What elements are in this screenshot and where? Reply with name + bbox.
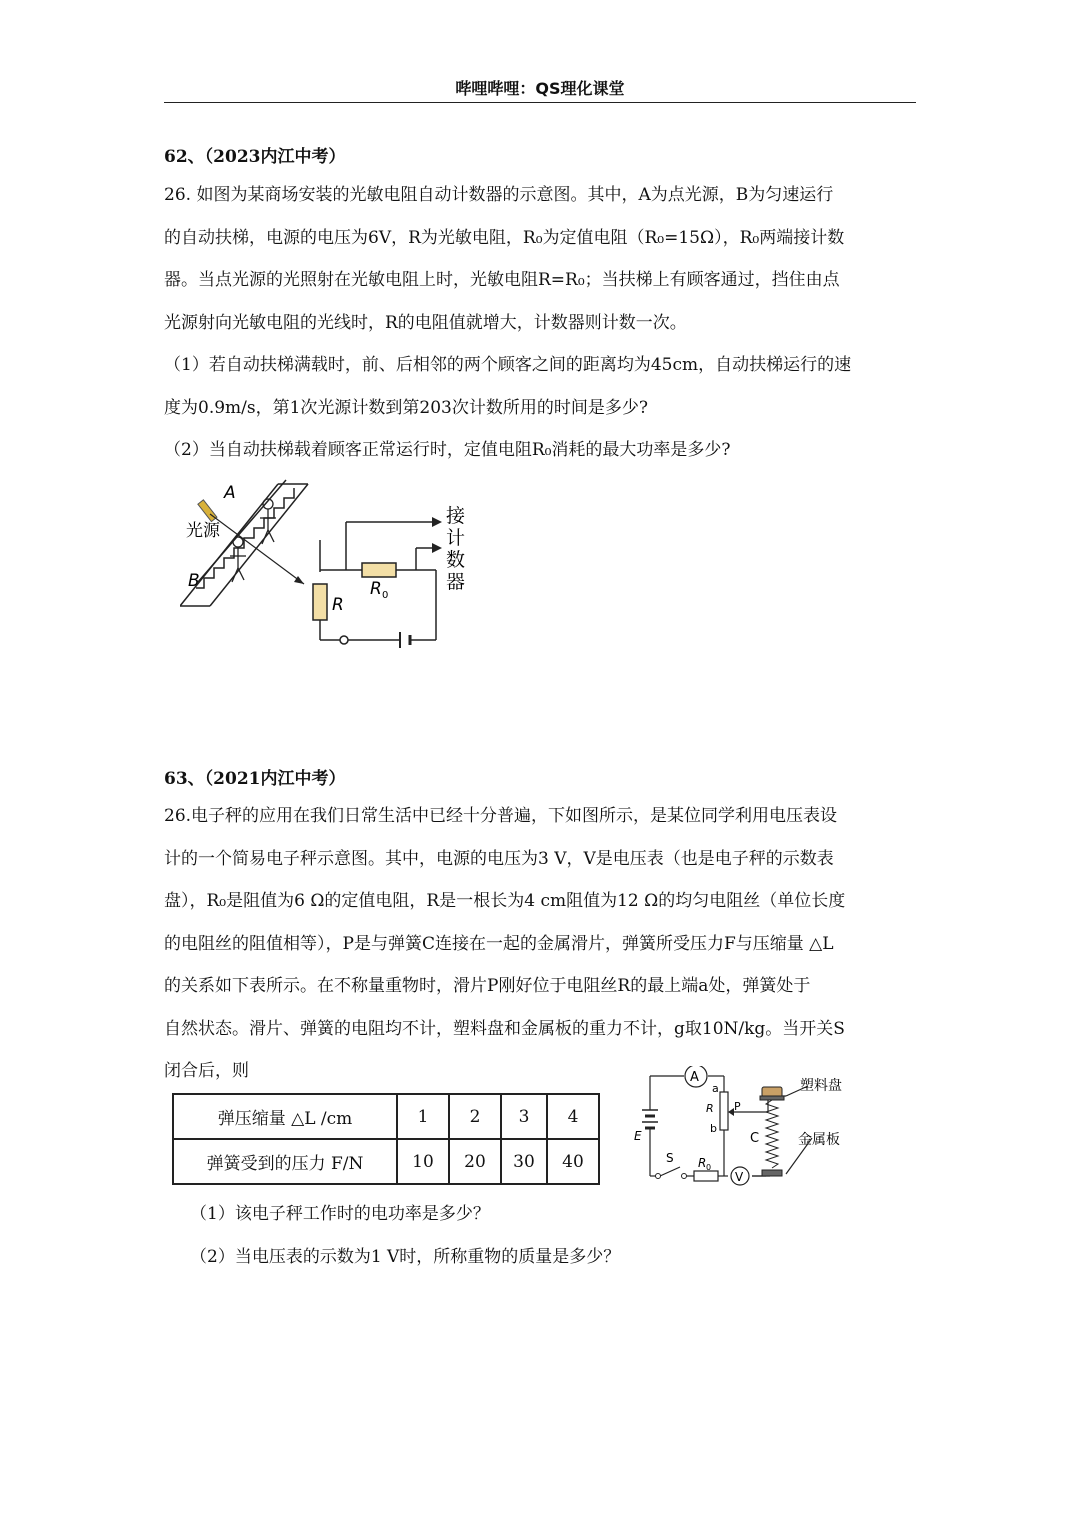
table-cell: 2 [449, 1094, 501, 1139]
problem-62-heading: 62、（2023内江中考） [164, 147, 346, 167]
label-counter-4: 器 [446, 571, 466, 593]
label-b-end: b [710, 1122, 717, 1135]
label-voltmeter: V [735, 1170, 744, 1184]
page-header: 哔哩哔哩：QS理化课堂 [455, 79, 625, 98]
table-cell: 4 [547, 1094, 599, 1139]
problem-62-line-3: 器。当点光源的光照射在光敏电阻上时，光敏电阻R=R₀；当扶梯上有顾客通过，挡住由点 [164, 270, 840, 290]
problem-62-line-1: 26. 如图为某商场安装的光敏电阻自动计数器的示意图。其中，A为点光源，B为匀速运行 [164, 185, 834, 205]
label-r: R [332, 595, 344, 615]
problem-62-line-5: （1）若自动扶梯满载时，前、后相邻的两个顾客之间的距离均为45cm，自动扶梯运行的速 [164, 355, 852, 375]
label-counter-3: 数 [446, 549, 466, 571]
spring-data-table [172, 1093, 600, 1185]
table-row-label: 弹压缩量 △L /cm [173, 1094, 397, 1139]
problem-63-line-3: 盘），R₀是阻值为6 Ω的定值电阻，R是一根长为4 cm阻值为12 Ω的均匀电阻丝（单位长度 [164, 891, 846, 911]
label-light-source: 光源 [186, 521, 220, 541]
bottom-metal-plate [762, 1170, 782, 1176]
label-metal-plate: 金属板 [798, 1132, 840, 1148]
label-ammeter: A [690, 1070, 699, 1085]
table-cell: 20 [449, 1139, 501, 1184]
photoresistor-r [313, 584, 327, 620]
label-s: S [666, 1151, 674, 1165]
switch-contact-left [656, 1174, 661, 1179]
problem-63-line-1: 26.电子秤的应用在我们日常生活中已经十分普遍，下如图所示，是某位同学利用电压表设 [164, 806, 838, 826]
label-e: E [634, 1129, 642, 1143]
label-b: B [188, 571, 200, 591]
label-a: A [224, 483, 236, 503]
top-metal-plate [760, 1096, 784, 1100]
label-c: C [750, 1131, 760, 1146]
problem-62-line-6: 度为0.9m/s，第1次光源计数到第203次计数所用的时间是多少? [164, 397, 648, 418]
label-a-end: a [712, 1082, 719, 1095]
label-r: R [706, 1102, 714, 1115]
table-cell: 40 [547, 1139, 599, 1184]
label-r0-sub: 0 [706, 1163, 712, 1172]
counter-arrow-top [432, 517, 442, 527]
switch-contact-right [682, 1174, 687, 1179]
resistor-r0 [694, 1171, 718, 1181]
table-row [173, 1094, 599, 1139]
table-cell: 1 [397, 1094, 449, 1139]
label-plastic-plate: 塑料盘 [800, 1078, 842, 1094]
counter-arrow-bottom [432, 543, 442, 553]
label-counter-2: 计 [446, 527, 466, 549]
question-1: （1）该电子秤工作时的电功率是多少？ [190, 1204, 490, 1224]
resistance-wire-r [720, 1092, 728, 1130]
problem-62-line-7: （2）当自动扶梯载着顾客正常运行时，定值电阻R₀消耗的最大功率是多少? [164, 440, 731, 460]
table-row-label: 弹簧受到的压力 F/N [173, 1139, 397, 1184]
scale-circuit [650, 1076, 812, 1176]
problem-63-line-4: 的电阻丝的阻值相等），P是与弹簧C连接在一起的金属滑片，弹簧所受压力F与压缩量 △L [164, 933, 834, 954]
electronic-scale-figure [628, 1066, 868, 1186]
table-cell: 30 [501, 1139, 547, 1184]
header-divider [164, 102, 916, 103]
light-source-icon [198, 500, 217, 522]
problem-63-text [164, 795, 916, 1093]
customers-icon [230, 499, 276, 582]
problem-62-line-2: 的自动扶梯，电源的电压为6V，R为光敏电阻，R₀为定值电阻（R₀=15Ω），R₀两端接计数 [164, 227, 845, 248]
problem-62-line-4: 光源射向光敏电阻的光线时，R的电阻值就增大，计数器则计数一次。 [164, 312, 687, 333]
problem-63-line-5: 的关系如下表所示。在不称量重物时，滑片P刚好位于电阻丝R的最上端a处，弹簧处于 [164, 976, 811, 996]
escalator-counter-figure [180, 478, 480, 650]
label-r0: R [370, 579, 382, 599]
light-ray [210, 514, 304, 584]
switch-contact [340, 636, 348, 644]
table-cell: 3 [501, 1094, 547, 1139]
label-counter-1: 接 [446, 505, 466, 527]
problem-63-line-6: 自然状态。滑片、弹簧的电阻均不计，塑料盘和金属板的重力不计，g取10N/kg。当开关S [164, 1018, 845, 1039]
table-cell: 10 [397, 1139, 449, 1184]
problem-63-line-7: 闭合后，则 [164, 1061, 249, 1081]
label-r0-sub: 0 [382, 590, 389, 601]
label-r0: R [698, 1156, 707, 1170]
table-row [173, 1139, 599, 1184]
problem-63-heading: 63、（2021内江中考） [164, 769, 346, 789]
slider-p-icon [728, 1108, 734, 1116]
problem-63-line-2: 计的一个简易电子秤示意图。其中，电源的电压为3 V，V是电压表（也是电子秤的示数表 [164, 848, 834, 869]
label-p: P [734, 1100, 741, 1113]
question-2: （2）当电压表的示数为1 V时，所称重物的质量是多少？ [190, 1247, 621, 1267]
problem-62-text [164, 174, 916, 472]
resistor-r0 [362, 563, 396, 577]
